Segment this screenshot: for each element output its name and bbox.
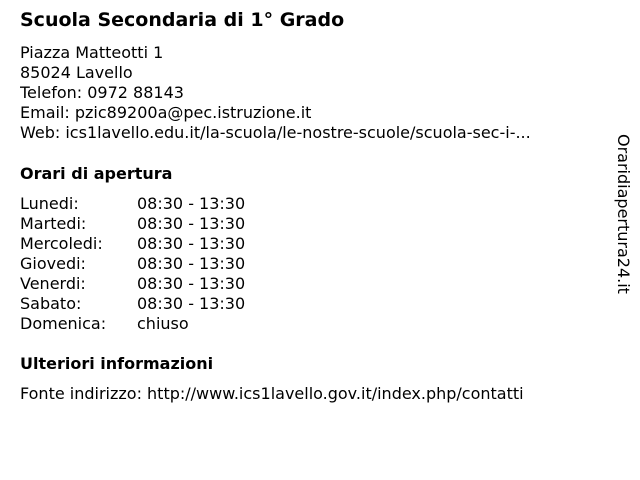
opening-hours-table	[20, 194, 245, 334]
hours-time: 08:30 - 13:30	[137, 294, 246, 313]
opening-hours-heading: Orari di apertura	[20, 164, 173, 183]
hours-day: Sabato:	[20, 294, 82, 313]
page-title: Scuola Secondaria di 1° Grado	[20, 9, 345, 31]
hours-time: 08:30 - 13:30	[137, 234, 246, 253]
hours-day: Martedi:	[20, 214, 87, 233]
hours-row	[20, 274, 245, 294]
hours-row	[20, 314, 245, 334]
hours-day: Domenica:	[20, 314, 107, 333]
hours-time: 08:30 - 13:30	[137, 274, 246, 293]
street-address: Piazza Matteotti 1	[20, 43, 164, 62]
hours-time: 08:30 - 13:30	[137, 214, 246, 233]
hours-day: Giovedi:	[20, 254, 86, 273]
hours-row	[20, 194, 245, 214]
hours-day: Mercoledi:	[20, 234, 103, 253]
hours-day: Venerdi:	[20, 274, 86, 293]
website-link[interactable]: Web: ics1lavello.edu.it/la-scuola/le-nostre-scuole/scuola-sec-i-...	[20, 123, 531, 142]
hours-time: chiuso	[137, 314, 189, 333]
hours-row	[20, 234, 245, 254]
city-address: 85024 Lavello	[20, 63, 133, 82]
phone-number: Telefon: 0972 88143	[20, 83, 184, 102]
hours-row	[20, 214, 245, 234]
brand-watermark: Oraridiapertura24.it	[614, 134, 633, 294]
email-address: Email: pzic89200a@pec.istruzione.it	[20, 103, 312, 122]
hours-time: 08:30 - 13:30	[137, 194, 246, 213]
source-address-text: Fonte indirizzo: http://www.ics1lavello.gov.it/index.php/contatti	[20, 384, 524, 403]
address-block	[20, 43, 600, 143]
additional-info-heading: Ulteriori informazioni	[20, 354, 214, 373]
hours-time: 08:30 - 13:30	[137, 254, 246, 273]
hours-row	[20, 254, 245, 274]
hours-day: Lunedi:	[20, 194, 79, 213]
hours-row	[20, 294, 245, 314]
